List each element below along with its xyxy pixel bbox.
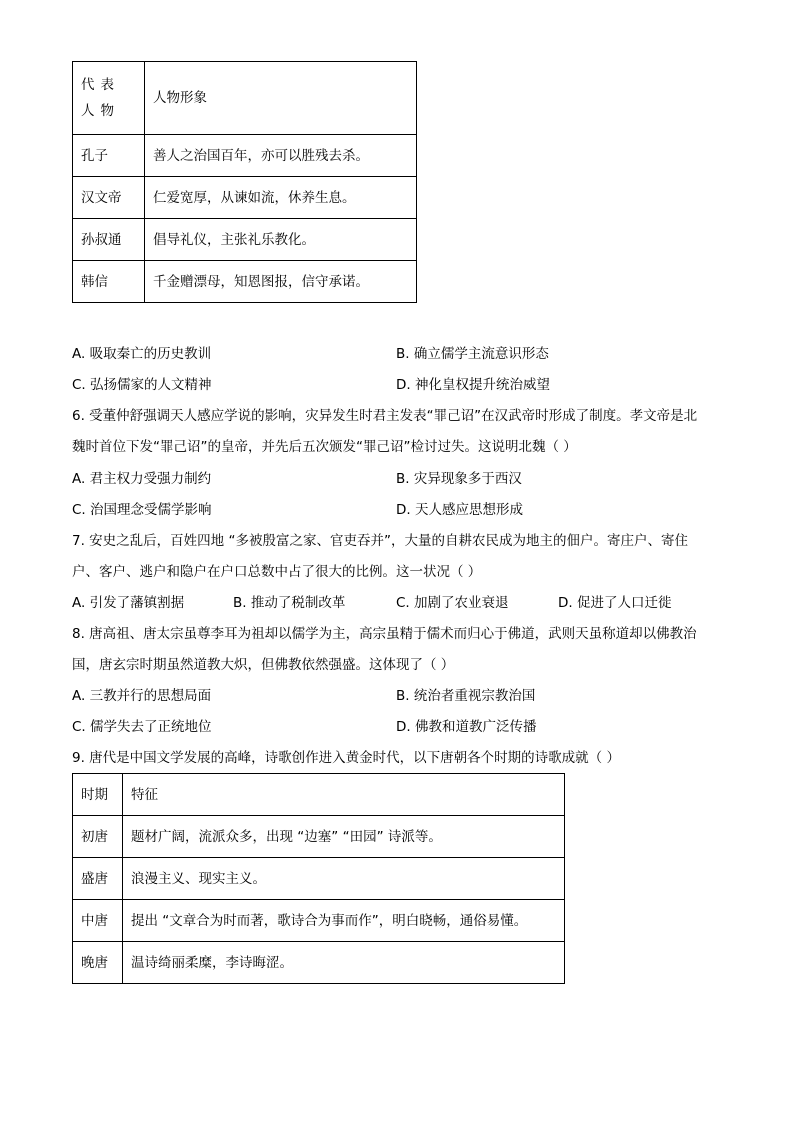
q5-option-d: D. 神化皇权提升统治威望: [396, 377, 550, 393]
q6-stem-line-1: 6. 受董仲舒强调天人感应学说的影响，灾异发生时君主发表“罪己诏”在汉武帝时形成了制度。孝文帝是北: [72, 408, 698, 424]
table-row: [73, 816, 565, 858]
table-row: [73, 177, 417, 219]
table-row: [73, 942, 565, 984]
table-cell: 善人之治国百年，亦可以胜残去杀。: [145, 135, 417, 177]
q6-option-b: B. 灾异现象多于西汉: [396, 471, 522, 487]
table-cell: 汉文帝: [73, 177, 145, 219]
q6-option-c: C. 治国理念受儒学影响: [72, 502, 212, 518]
table-cell: 提出 “文章合为时而著，歌诗合为事而作”，明白晓畅，通俗易懂。: [123, 900, 565, 942]
q5-option-b: B. 确立儒学主流意识形态: [396, 346, 549, 362]
table-cell: 孙叔通: [73, 219, 145, 261]
table-row: [73, 135, 417, 177]
table-cell: 孔子: [73, 135, 145, 177]
table-cell: 倡导礼仪，主张礼乐教化。: [145, 219, 417, 261]
table-cell: 晚唐: [73, 942, 123, 984]
q5-option-a: A. 吸取秦亡的历史教训: [72, 346, 212, 362]
q7-option-d: D. 促进了人口迁徙: [558, 595, 672, 611]
table-header-row: [73, 62, 417, 135]
q7-option-b: B. 推动了税制改革: [233, 595, 346, 611]
table-header-cell: 特征: [123, 774, 565, 816]
q7-option-c: C. 加剧了农业衰退: [396, 595, 509, 611]
q7-option-a: A. 引发了藩镇割据: [72, 595, 185, 611]
table-cell: 初唐: [73, 816, 123, 858]
table-cell: 韩信: [73, 261, 145, 303]
q9-stem-line-1: 9. 唐代是中国文学发展的高峰，诗歌创作进入黄金时代，以下唐朝各个时期的诗歌成就（ ）: [72, 750, 620, 766]
q8-stem-line-1: 8. 唐高祖、唐太宗虽尊李耳为祖却以儒学为主，高宗虽精于儒术而归心于佛道，武则天虽称道却以佛教治: [72, 626, 697, 642]
tang-poetry-table: [72, 773, 565, 984]
table-cell: 题材广阔，流派众多，出现 “边塞” “田园” 诗派等。: [123, 816, 565, 858]
table-cell: 温诗绮丽柔糜，李诗晦涩。: [123, 942, 565, 984]
table-header-cell: 代表人物: [73, 62, 145, 135]
q7-stem-line-1: 7. 安史之乱后，百姓四地 “多被殷富之家、官吏吞并”，大量的自耕农民成为地主的佃户。寄庄户、寄住: [72, 533, 688, 549]
q6-stem-line-2: 魏时首位下发“罪己诏”的皇帝，并先后五次颁发“罪己诏”检讨过失。这说明北魏（ ）: [72, 439, 577, 455]
table-row: [73, 219, 417, 261]
table-cell: 浪漫主义、现实主义。: [123, 858, 565, 900]
figures-table: [72, 61, 417, 303]
q8-option-c: C. 儒学失去了正统地位: [72, 719, 212, 735]
q6-option-d: D. 天人感应思想形成: [396, 502, 523, 518]
q6-option-a: A. 君主权力受强力制约: [72, 471, 212, 487]
q8-option-d: D. 佛教和道教广泛传播: [396, 719, 537, 735]
table-cell: 仁爱宽厚，从谏如流，休养生息。: [145, 177, 417, 219]
q8-option-b: B. 统治者重视宗教治国: [396, 688, 536, 704]
q5-option-c: C. 弘扬儒家的人文精神: [72, 377, 212, 393]
q8-option-a: A. 三教并行的思想局面: [72, 688, 212, 704]
table-row: [73, 858, 565, 900]
table-header-row: [73, 774, 565, 816]
table-header-cell: 时期: [73, 774, 123, 816]
table-header-cell: 人物形象: [145, 62, 417, 135]
table-cell: 盛唐: [73, 858, 123, 900]
table-cell: 千金赠漂母，知恩图报，信守承诺。: [145, 261, 417, 303]
table-row: [73, 900, 565, 942]
table-row: [73, 261, 417, 303]
table-cell: 中唐: [73, 900, 123, 942]
q7-stem-line-2: 户、客户、逃户和隐户在户口总数中占了很大的比例。这一状况（ ）: [72, 564, 482, 580]
q8-stem-line-2: 国，唐玄宗时期虽然道教大炽，但佛教依然强盛。这体现了（ ）: [72, 657, 455, 673]
